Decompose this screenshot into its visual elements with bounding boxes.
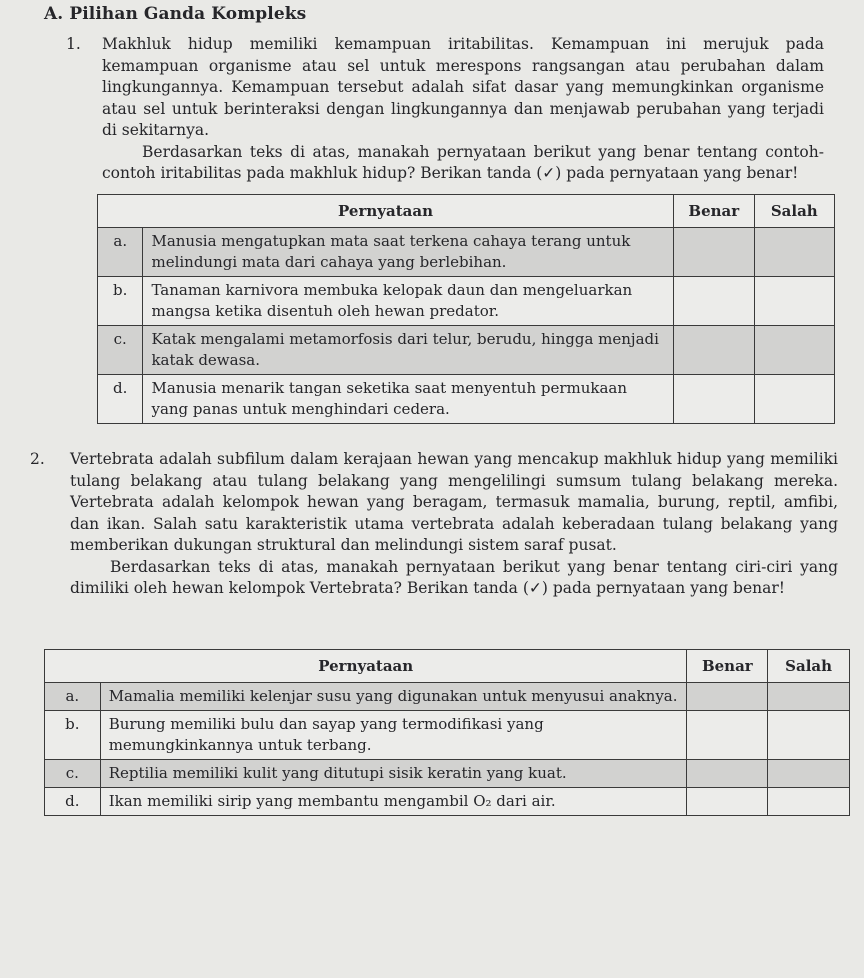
row-statement: Burung memiliki bulu dan sayap yang termodifikasi yang memungkinkannya untuk terbang. [100,711,687,760]
row-letter: c. [98,326,143,375]
false-checkbox-cell[interactable] [754,277,834,326]
section-title: A. Pilihan Ganda Kompleks [44,4,307,24]
table-row [98,277,835,326]
row-statement: Katak mengalami metamorfosis dari telur, berudu, hingga menjadi katak dewasa. [143,326,674,375]
false-checkbox-cell[interactable] [754,375,834,424]
row-letter: d. [98,375,143,424]
true-checkbox-cell[interactable] [687,760,768,788]
table-header-row [98,195,835,228]
question-2 [30,449,838,600]
row-letter: a. [45,683,101,711]
true-checkbox-cell[interactable] [674,326,755,375]
table-row [98,326,835,375]
row-letter: a. [98,228,143,277]
false-checkbox-cell[interactable] [768,683,850,711]
header-statement: Pernyataan [98,195,674,228]
table-row [45,711,850,760]
true-checkbox-cell[interactable] [687,683,768,711]
question-passage: Vertebrata adalah subfilum dalam kerajaan hewan yang mencakup makhluk hidup yang memiliki tulang belakang atau tulang belakang yang mengelilingi sumsum tulang belakang mereka. Vertebrata adalah kelompok hewan yang beragam, termasuk mamalia, burung, reptil, amfibi, dan ikan. Salah satu karakteristik utama vertebrata adalah keberadaan tulang belakang yang memberikan dukungan struktural dan melindungi sistem saraf pusat. [70,450,838,554]
table-row [98,228,835,277]
row-statement: Manusia mengatupkan mata saat terkena cahaya terang untuk melindungi mata dari cahaya yang berlebihan. [143,228,674,277]
true-checkbox-cell[interactable] [674,375,755,424]
row-letter: c. [45,760,101,788]
true-checkbox-cell[interactable] [674,228,755,277]
false-checkbox-cell[interactable] [768,760,850,788]
table-row [45,760,850,788]
row-statement: Ikan memiliki sirip yang membantu mengambil O₂ dari air. [100,788,687,816]
table-row [98,375,835,424]
false-checkbox-cell[interactable] [768,711,850,760]
question-number: 2. [30,450,45,468]
table-row [45,788,850,816]
statement-table-2 [44,649,850,816]
row-statement: Tanaman karnivora membuka kelopak daun dan mengeluarkan mangsa ketika disentuh oleh hewan predator. [143,277,674,326]
header-true: Benar [687,650,768,683]
header-false: Salah [768,650,850,683]
row-statement: Reptilia memiliki kulit yang ditutupi sisik keratin yang kuat. [100,760,687,788]
header-true: Benar [674,195,755,228]
row-statement: Mamalia memiliki kelenjar susu yang digunakan untuk menyusui anaknya. [100,683,687,711]
false-checkbox-cell[interactable] [768,788,850,816]
question-prompt: Berdasarkan teks di atas, manakah pernyataan berikut yang benar tentang ciri-ciri yang dimiliki oleh hewan kelompok Vertebrata? Berikan tanda (✓) pada pernyataan yang benar! [70,557,838,597]
question-prompt: Berdasarkan teks di atas, manakah pernyataan berikut yang benar tentang contoh-contoh iritabilitas pada makhluk hidup? Berikan tanda (✓) pada pernyataan yang benar! [102,142,824,182]
row-letter: d. [45,788,101,816]
table-header-row [45,650,850,683]
row-letter: b. [98,277,143,326]
true-checkbox-cell[interactable] [687,711,768,760]
header-false: Salah [754,195,834,228]
row-letter: b. [45,711,101,760]
row-statement: Manusia menarik tangan seketika saat menyentuh permukaan yang panas untuk menghindari cedera. [143,375,674,424]
question-number: 1. [66,35,81,53]
table-row [45,683,850,711]
false-checkbox-cell[interactable] [754,228,834,277]
false-checkbox-cell[interactable] [754,326,834,375]
header-statement: Pernyataan [45,650,687,683]
question-1 [66,34,824,185]
true-checkbox-cell[interactable] [674,277,755,326]
statement-table-1 [97,194,835,424]
true-checkbox-cell[interactable] [687,788,768,816]
question-passage: Makhluk hidup memiliki kemampuan iritabilitas. Kemampuan ini merujuk pada kemampuan organisme atau sel untuk merespons rangsangan atau perubahan dalam lingkungannya. Kemampuan tersebut adalah sifat dasar yang memungkinkan organisme atau sel untuk berinteraksi dengan lingkungannya dan menjawab perubahan yang terjadi di sekitarnya. [102,35,824,139]
